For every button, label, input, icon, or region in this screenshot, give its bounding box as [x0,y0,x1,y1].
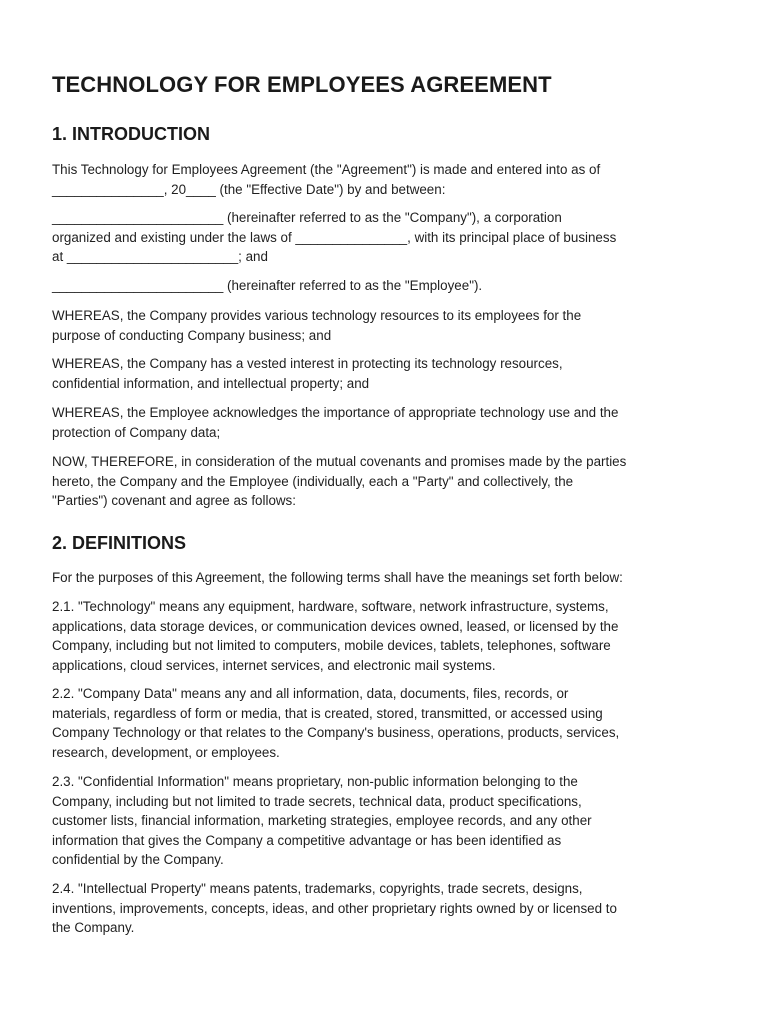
text-line: NOW, THEREFORE, in consideration of the mutual covenants and promises made by the parties [52,454,627,469]
definition-technology [52,597,722,675]
definition-company-data [52,684,722,762]
text-line: customer lists, financial information, marketing strategies, employee records, and any other [52,813,592,829]
text-line: information that gives the Company a competitive advantage or has been identified as [52,832,562,848]
text-line: _______________________ (hereinafter referred to as the "Company"), a corporation [52,210,562,225]
intro-paragraph-agreement [52,160,722,199]
whereas-paragraph-resources [52,306,722,345]
text-line: WHEREAS, the Company has a vested interest in protecting its technology resources, [52,356,563,371]
text-line: organized and existing under the laws of _______________, with its principal place of business [52,229,617,245]
text-line: _______________________ (hereinafter referred to as the "Employee"). [52,278,483,293]
text-line: research, development, or employees. [52,744,280,760]
text-line: Company Technology or that relates to the Company's business, operations, products, services, [52,725,620,741]
text-line: purpose of conducting Company business; and [52,327,332,343]
text-line: applications, cloud services, internet services, and electronic mail systems. [52,657,496,673]
definitions-intro-paragraph [52,568,722,588]
document-title: TECHNOLOGY FOR EMPLOYEES AGREEMENT [52,72,552,97]
text-line: Company, including but not limited to trade secrets, technical data, product specifications, [52,793,582,809]
definition-intellectual-property [52,879,722,938]
text-line: protection of Company data; [52,424,221,440]
text-line: 2.3. "Confidential Information" means proprietary, non-public information belonging to the [52,774,578,789]
whereas-paragraph-interest [52,354,722,393]
text-line: 2.1. "Technology" means any equipment, hardware, software, network infrastructure, systems, [52,599,609,614]
now-therefore-paragraph [52,452,722,511]
section-heading-introduction: 1. INTRODUCTION [52,124,211,144]
text-line: This Technology for Employees Agreement (the "Agreement") is made and entered into as of [52,162,601,177]
intro-paragraph-company [52,208,722,267]
intro-paragraph-employee [52,276,722,296]
section-heading-definitions: 2. DEFINITIONS [52,533,187,553]
text-line: inventions, improvements, concepts, ideas, and other proprietary rights owned by or licensed to [52,900,617,916]
text-line: "Parties") covenant and agree as follows: [52,493,296,509]
text-line: Company, including but not limited to computers, mobile devices, tablets, telephones, software [52,638,611,654]
text-line: _______________, 20____ (the "Effective Date") by and between: [52,181,446,197]
text-line: at _______________________; and [52,249,268,265]
text-line: materials, regardless of form or media, that is created, stored, transmitted, or accessed using [52,705,603,721]
text-line: 2.4. "Intellectual Property" means patents, trademarks, copyrights, trade secrets, designs, [52,881,583,896]
text-line: WHEREAS, the Company provides various technology resources to its employees for the [52,308,582,323]
text-line: hereto, the Company and the Employee (individually, each a "Party" and collectively, the [52,473,574,489]
text-line: WHEREAS, the Employee acknowledges the importance of appropriate technology use and the [52,405,619,420]
text-line: For the purposes of this Agreement, the following terms shall have the meanings set forth below: [52,570,623,585]
definition-confidential-information [52,772,722,870]
text-line: confidential by the Company. [52,852,224,868]
text-line: 2.2. "Company Data" means any and all information, data, documents, files, records, or [52,686,569,701]
text-line: applications, data storage devices, or communication devices owned, leased, or licensed by the [52,618,619,634]
text-line: confidential information, and intellectual property; and [52,375,370,391]
text-line: the Company. [52,920,135,936]
whereas-paragraph-acknowledges [52,403,722,442]
